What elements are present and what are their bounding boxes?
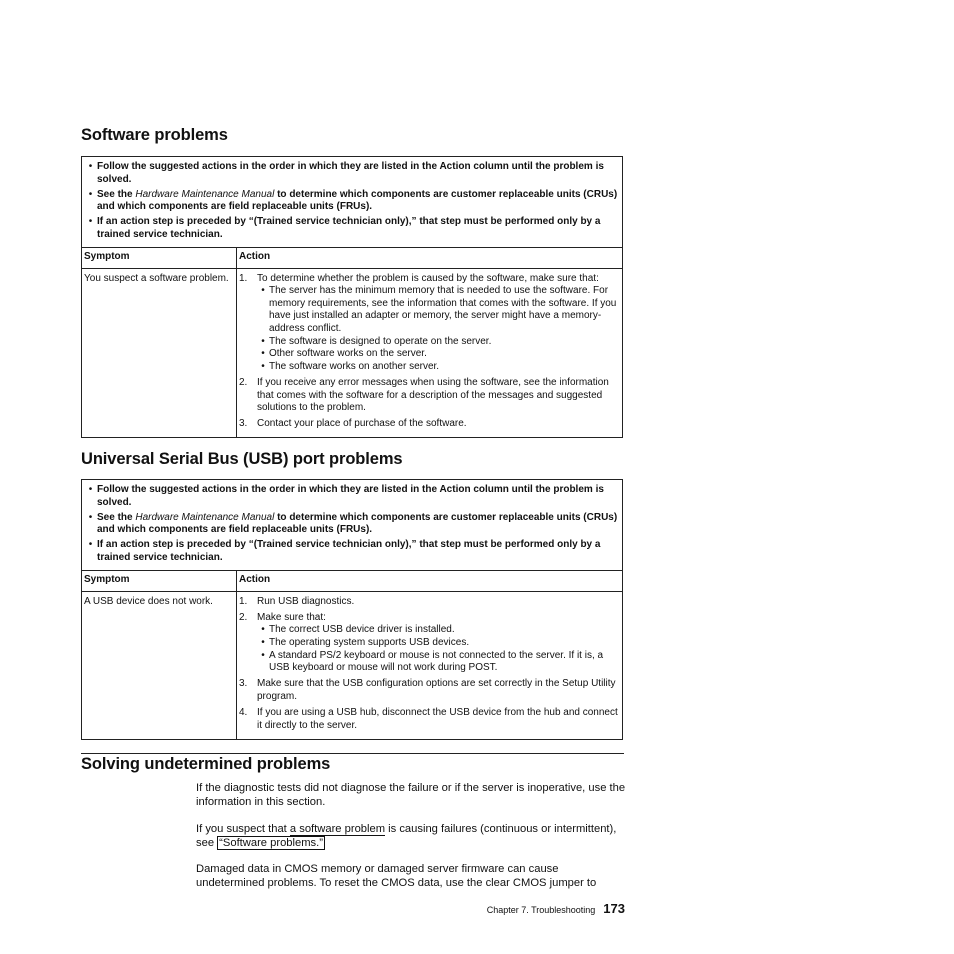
sub-item	[257, 624, 620, 637]
note-item	[84, 216, 618, 241]
note-text	[97, 512, 618, 537]
action-step	[239, 418, 620, 431]
page-footer	[470, 901, 625, 916]
action-step	[239, 612, 620, 675]
bullet-icon: •	[88, 161, 93, 172]
paragraph-text: If you suspect that	[196, 823, 290, 835]
step-text: Contact your place of purchase of the software.	[257, 418, 467, 430]
action-step	[239, 273, 620, 374]
action-header: Action	[239, 251, 271, 263]
note-text: If an action step is preceded by “(Trained service technician only),” that step must be performed only by a trained service technician.	[97, 216, 601, 240]
sub-item	[257, 348, 620, 361]
note-item	[84, 512, 618, 537]
intro-paragraph: If the diagnostic tests did not diagnose the failure or if the server is inoperative, use the information in this section.	[196, 782, 626, 808]
symptom-cell: A USB device does not work.	[82, 592, 237, 739]
bullet-icon: •	[261, 335, 265, 347]
table-header	[82, 571, 622, 592]
page-number: 173	[603, 901, 625, 916]
symptom-header: Symptom	[82, 248, 237, 268]
note-item	[84, 161, 618, 186]
symptom-header: Symptom	[82, 571, 237, 591]
step-text: Make sure that:	[257, 611, 326, 623]
bullet-icon: •	[261, 285, 265, 297]
usb-problems-table	[81, 479, 623, 740]
manual-title: Hardware Maintenance Manual	[135, 511, 275, 523]
manual-title: Hardware Maintenance Manual	[135, 188, 275, 200]
note-text: Follow the suggested actions in the order in which they are listed in the Action column until the problem is solved.	[97, 161, 604, 185]
software-problems-link[interactable]: “Software problems.”	[219, 836, 323, 849]
paragraph-text: is causing failures (continuous or intermittent), see	[196, 823, 617, 849]
bullet-icon: •	[88, 188, 93, 200]
notes-box	[82, 157, 622, 248]
step-text: If you are using a USB hub, disconnect the USB device from the hub and connect it directly to the server.	[257, 706, 618, 731]
step-number: 1.	[239, 272, 248, 284]
step-number: 2.	[239, 611, 248, 623]
step-text: To determine whether the problem is caused by the software, make sure that:	[257, 272, 599, 284]
step-number: 2.	[239, 376, 248, 388]
bullet-icon: •	[88, 484, 93, 495]
sub-item-text: The server has the minimum memory that is needed to use the software. For memory requirements, see the information that comes with the software. If you have just installed an adapter or memory, the server might have a memory-address conflict.	[269, 285, 617, 335]
section-divider	[81, 753, 624, 754]
step-number: 4.	[239, 706, 248, 718]
bullet-icon: •	[88, 539, 93, 551]
bullet-icon: •	[261, 649, 265, 661]
cmos-paragraph: Damaged data in CMOS memory or damaged server firmware can cause undetermined problems. To reset the CMOS data, use the clear CMOS jumper to	[196, 863, 597, 889]
table-row	[82, 592, 622, 739]
note-text: Follow the suggested actions in the order in which they are listed in the Action column until the problem is solved.	[97, 484, 604, 508]
bullet-icon: •	[261, 636, 265, 648]
action-step	[239, 377, 620, 415]
action-step	[239, 596, 620, 609]
note-text: If an action step is preceded by “(Trained service technician only),” that step must be performed only by a trained service technician.	[97, 539, 601, 563]
note-item	[84, 484, 618, 509]
sub-item-text: The software is designed to operate on the server.	[269, 335, 492, 347]
step-text: If you receive any error messages when using the software, see the information that comes with the software for a description of the messages and suggested solutions to the problem.	[257, 376, 609, 414]
step-text: Make sure that the USB configuration options are set correctly in the Setup Utility program.	[257, 678, 616, 702]
software-problems-heading: Software problems	[81, 126, 228, 144]
bullet-icon: •	[261, 348, 265, 360]
note-text-part: to determine which components are customer replaceable units (CRUs) and which components are field replaceable units (FRUs).	[97, 188, 618, 213]
bullet-icon: •	[88, 511, 93, 523]
table-header	[82, 248, 622, 269]
software-problem-link[interactable]: a software problem	[289, 823, 386, 835]
sub-item-text: Other software works on the server.	[269, 348, 427, 360]
sub-item	[257, 361, 620, 374]
note-text-part: to determine which components are customer replaceable units (CRUs) and which components are field replaceable units (FRUs).	[97, 511, 618, 536]
sub-item-text: The software works on another server.	[269, 360, 440, 372]
chapter-label: Chapter 7. Troubleshooting	[486, 905, 596, 915]
action-step	[239, 678, 620, 703]
step-number: 3.	[239, 418, 248, 430]
note-text-part: See the	[97, 188, 136, 200]
note-item	[84, 539, 618, 564]
action-step	[239, 707, 620, 732]
action-cell	[237, 592, 622, 739]
bullet-icon: •	[261, 360, 265, 372]
note-text	[97, 189, 618, 214]
sub-item-text: The operating system supports USB devices.	[269, 636, 470, 648]
undetermined-problems-heading: Solving undetermined problems	[81, 755, 331, 773]
step-number: 3.	[239, 678, 248, 690]
sub-item	[257, 650, 620, 675]
software-problems-table	[81, 156, 623, 438]
sub-item-text: A standard PS/2 keyboard or mouse is not connected to the server. If it is, a USB keyboard or mouse will not work during POST.	[269, 649, 604, 674]
bullet-icon: •	[261, 624, 265, 636]
sub-item	[257, 336, 620, 349]
step-number: 1.	[239, 595, 248, 607]
table-row	[82, 269, 622, 438]
notes-box	[82, 480, 622, 571]
action-cell	[237, 269, 622, 438]
step-text: Run USB diagnostics.	[257, 595, 355, 607]
sub-item	[257, 637, 620, 650]
software-reference-paragraph	[196, 823, 626, 850]
sub-item-text: The correct USB device driver is installed.	[269, 624, 455, 636]
usb-problems-heading: Universal Serial Bus (USB) port problems	[81, 450, 403, 468]
symptom-cell: You suspect a software problem.	[82, 269, 237, 438]
sub-item	[257, 285, 620, 335]
bullet-icon: •	[88, 216, 93, 228]
action-header: Action	[239, 574, 271, 586]
note-text-part: See the	[97, 511, 136, 523]
note-item	[84, 189, 618, 214]
